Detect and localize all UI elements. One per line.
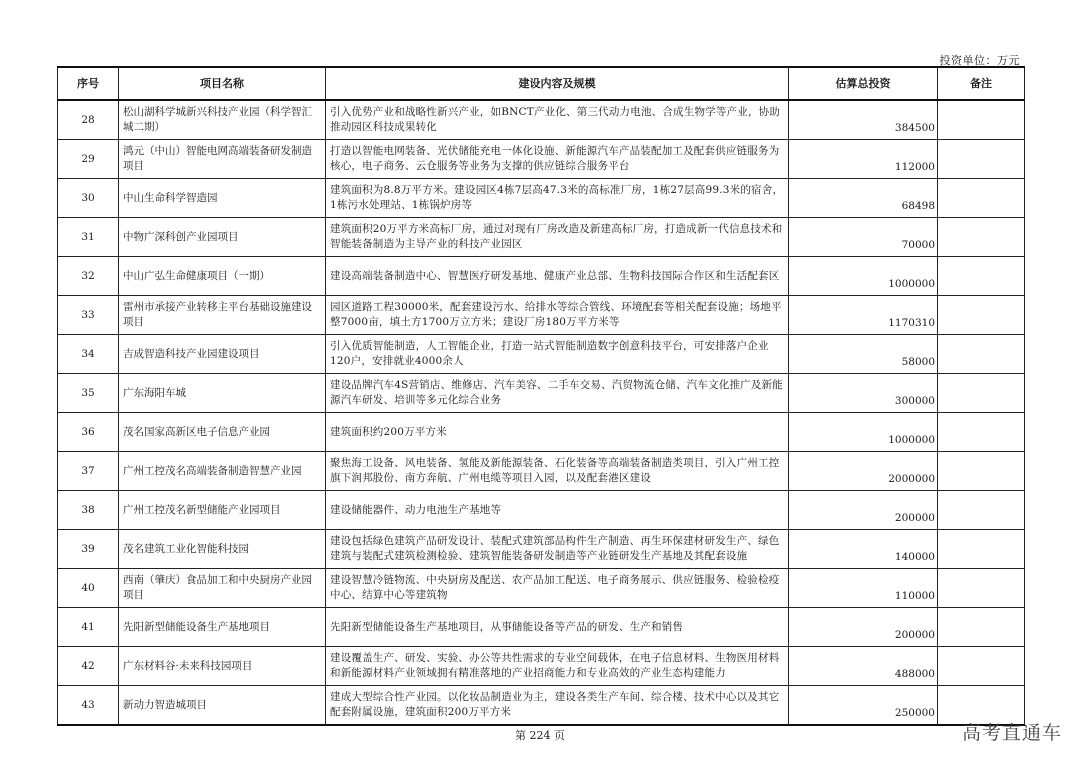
invest-cell: 488000 xyxy=(789,647,938,686)
content-cell: 引入优势产业和战略性新兴产业，如BNCT产业化、第三代动力电池、合成生物学等产业，协助推动园区科技成果转化 xyxy=(326,100,789,140)
invest-cell: 68498 xyxy=(789,179,938,218)
seq-cell: 36 xyxy=(58,413,119,452)
note-cell xyxy=(938,413,1025,452)
content-cell: 建成大型综合性产业园。以化妆品制造业为主，建设各类生产车间、综合楼、技术中心以及其它配套附属设施，建筑面积200万平方米 xyxy=(326,686,789,726)
table-row xyxy=(58,530,1025,569)
invest-cell: 1000000 xyxy=(789,413,938,452)
table-row xyxy=(58,179,1025,218)
note-cell xyxy=(938,100,1025,140)
seq-cell: 32 xyxy=(58,257,119,296)
seq-cell: 35 xyxy=(58,374,119,413)
project-table xyxy=(57,66,1025,726)
seq-cell: 29 xyxy=(58,140,119,179)
content-cell: 建设储能器件、动力电池生产基地等 xyxy=(326,491,789,530)
content-cell: 建设品牌汽车4S营销店、维修店、汽车美容、二手车交易、汽贸物流仓储、汽车文化推广及新能源汽车研发、培训等多元化综合业务 xyxy=(326,374,789,413)
name-cell: 中山生命科学智造园 xyxy=(119,179,326,218)
content-cell: 建筑面积约200万平方米 xyxy=(326,413,789,452)
seq-cell: 38 xyxy=(58,491,119,530)
table-row xyxy=(58,100,1025,140)
note-cell xyxy=(938,647,1025,686)
name-cell: 中山广弘生命健康项目（一期） xyxy=(119,257,326,296)
invest-cell: 300000 xyxy=(789,374,938,413)
name-cell: 广东海阳车城 xyxy=(119,374,326,413)
content-cell: 引入优质智能制造，人工智能企业，打造一站式智能制造数字创意科技平台，可安排落户企业120户，安排就业4000余人 xyxy=(326,335,789,374)
seq-cell: 39 xyxy=(58,530,119,569)
watermark: 高考直通车 xyxy=(962,722,1063,744)
name-cell: 茂名国家高新区电子信息产业园 xyxy=(119,413,326,452)
invest-cell: 384500 xyxy=(789,100,938,140)
header-note: 备注 xyxy=(938,67,1025,100)
table-row xyxy=(58,257,1025,296)
seq-cell: 33 xyxy=(58,296,119,335)
content-cell: 建筑面积为8.8万平方米。建设园区4栋7层高47.3米的高标准厂房，1栋27层高99.3米的宿舍，1栋污水处理站、1栋锅炉房等 xyxy=(326,179,789,218)
content-cell: 打造以智能电网装备、光伏储能充电一体化设施、新能源汽车产品装配加工及配套供应链服务为核心，电子商务、云仓服务等业务为支撑的供应链综合服务平台 xyxy=(326,140,789,179)
table-row xyxy=(58,491,1025,530)
note-cell xyxy=(938,335,1025,374)
invest-cell: 200000 xyxy=(789,491,938,530)
table-row xyxy=(58,413,1025,452)
note-cell xyxy=(938,530,1025,569)
note-cell xyxy=(938,218,1025,257)
name-cell: 西南（肇庆）食品加工和中央厨房产业园项目 xyxy=(119,569,326,608)
note-cell xyxy=(938,452,1025,491)
invest-cell: 2000000 xyxy=(789,452,938,491)
table-row xyxy=(58,452,1025,491)
table-row xyxy=(58,335,1025,374)
invest-cell: 70000 xyxy=(789,218,938,257)
header-investment: 估算总投资 xyxy=(789,67,938,100)
name-cell: 吉成智造科技产业园建设项目 xyxy=(119,335,326,374)
table-row xyxy=(58,686,1025,726)
invest-cell: 200000 xyxy=(789,608,938,647)
table-body xyxy=(58,100,1025,725)
name-cell: 广州工控茂名高端装备制造智慧产业园 xyxy=(119,452,326,491)
note-cell xyxy=(938,374,1025,413)
invest-cell: 112000 xyxy=(789,140,938,179)
name-cell: 雷州市承接产业转移主平台基础设施建设项目 xyxy=(119,296,326,335)
content-cell: 建设高端装备制造中心、智慧医疗研发基地、健康产业总部、生物科技国际合作区和生活配套区 xyxy=(326,257,789,296)
name-cell: 松山湖科学城新兴科技产业园（科学智汇城二期） xyxy=(119,100,326,140)
name-cell: 鸿元（中山）智能电网高端装备研发制造项目 xyxy=(119,140,326,179)
content-cell: 建设包括绿色建筑产品研发设计、装配式建筑部品构件生产制造、再生环保建材研发生产、绿色建筑与装配式建筑检测检验、建筑智能装备研发制造等产业链研发生产基地及其配套设施 xyxy=(326,530,789,569)
header-seq: 序号 xyxy=(58,67,119,100)
table-row xyxy=(58,608,1025,647)
seq-cell: 31 xyxy=(58,218,119,257)
table-row xyxy=(58,374,1025,413)
note-cell xyxy=(938,140,1025,179)
seq-cell: 41 xyxy=(58,608,119,647)
invest-cell: 1170310 xyxy=(789,296,938,335)
content-cell: 建筑面积20万平方米高标厂房，通过对现有厂房改造及新建高标厂房，打造成新一代信息技术和智能装备制造为主导产业的科技产业园区 xyxy=(326,218,789,257)
header-project-name: 项目名称 xyxy=(119,67,326,100)
content-cell: 聚焦海工设备、风电装备、氢能及新能源装备、石化装备等高端装备制造类项目，引入广州工控旗下润邦股份、南方奔航、广州电缆等项目入园，以及配套港区建设 xyxy=(326,452,789,491)
name-cell: 中物广深科创产业园项目 xyxy=(119,218,326,257)
note-cell xyxy=(938,296,1025,335)
invest-cell: 110000 xyxy=(789,569,938,608)
seq-cell: 30 xyxy=(58,179,119,218)
invest-cell: 58000 xyxy=(789,335,938,374)
name-cell: 广州工控茂名新型储能产业园项目 xyxy=(119,491,326,530)
content-cell: 先阳新型储能设备生产基地项目，从事储能设备等产品的研发、生产和销售 xyxy=(326,608,789,647)
table-header-row xyxy=(58,67,1025,100)
page-number: 第 224 页 xyxy=(515,729,565,742)
investment-unit-label: 投资单位：万元 xyxy=(939,54,1020,67)
name-cell: 新动力智造城项目 xyxy=(119,686,326,726)
name-cell: 先阳新型储能设备生产基地项目 xyxy=(119,608,326,647)
content-cell: 园区道路工程30000米，配套建设污水、给排水等综合管线、环境配套等相关配套设施；场地平整7000亩，填土方1700万立方米；建设厂房180万平方米等 xyxy=(326,296,789,335)
header-content: 建设内容及规模 xyxy=(326,67,789,100)
note-cell xyxy=(938,257,1025,296)
note-cell xyxy=(938,608,1025,647)
content-cell: 建设智慧冷链物流、中央厨房及配送、农产品加工配送、电子商务展示、供应链服务、检验检疫中心、结算中心等建筑物 xyxy=(326,569,789,608)
table-row xyxy=(58,218,1025,257)
seq-cell: 34 xyxy=(58,335,119,374)
name-cell: 茂名建筑工业化智能科技园 xyxy=(119,530,326,569)
invest-cell: 140000 xyxy=(789,530,938,569)
table-row xyxy=(58,647,1025,686)
seq-cell: 40 xyxy=(58,569,119,608)
content-cell: 建设覆盖生产、研发、实验、办公等共性需求的专业空间载体，在电子信息材料、生物医用材料和新能源材料产业领域拥有精准落地的产业招商能力和专业高效的产业生态构建能力 xyxy=(326,647,789,686)
table-row xyxy=(58,296,1025,335)
note-cell xyxy=(938,569,1025,608)
seq-cell: 43 xyxy=(58,686,119,726)
table-row xyxy=(58,569,1025,608)
note-cell xyxy=(938,491,1025,530)
seq-cell: 42 xyxy=(58,647,119,686)
invest-cell: 1000000 xyxy=(789,257,938,296)
note-cell xyxy=(938,179,1025,218)
seq-cell: 37 xyxy=(58,452,119,491)
seq-cell: 28 xyxy=(58,100,119,140)
invest-cell: 250000 xyxy=(789,686,938,726)
table-row xyxy=(58,140,1025,179)
name-cell: 广东材料谷·未来科技园项目 xyxy=(119,647,326,686)
